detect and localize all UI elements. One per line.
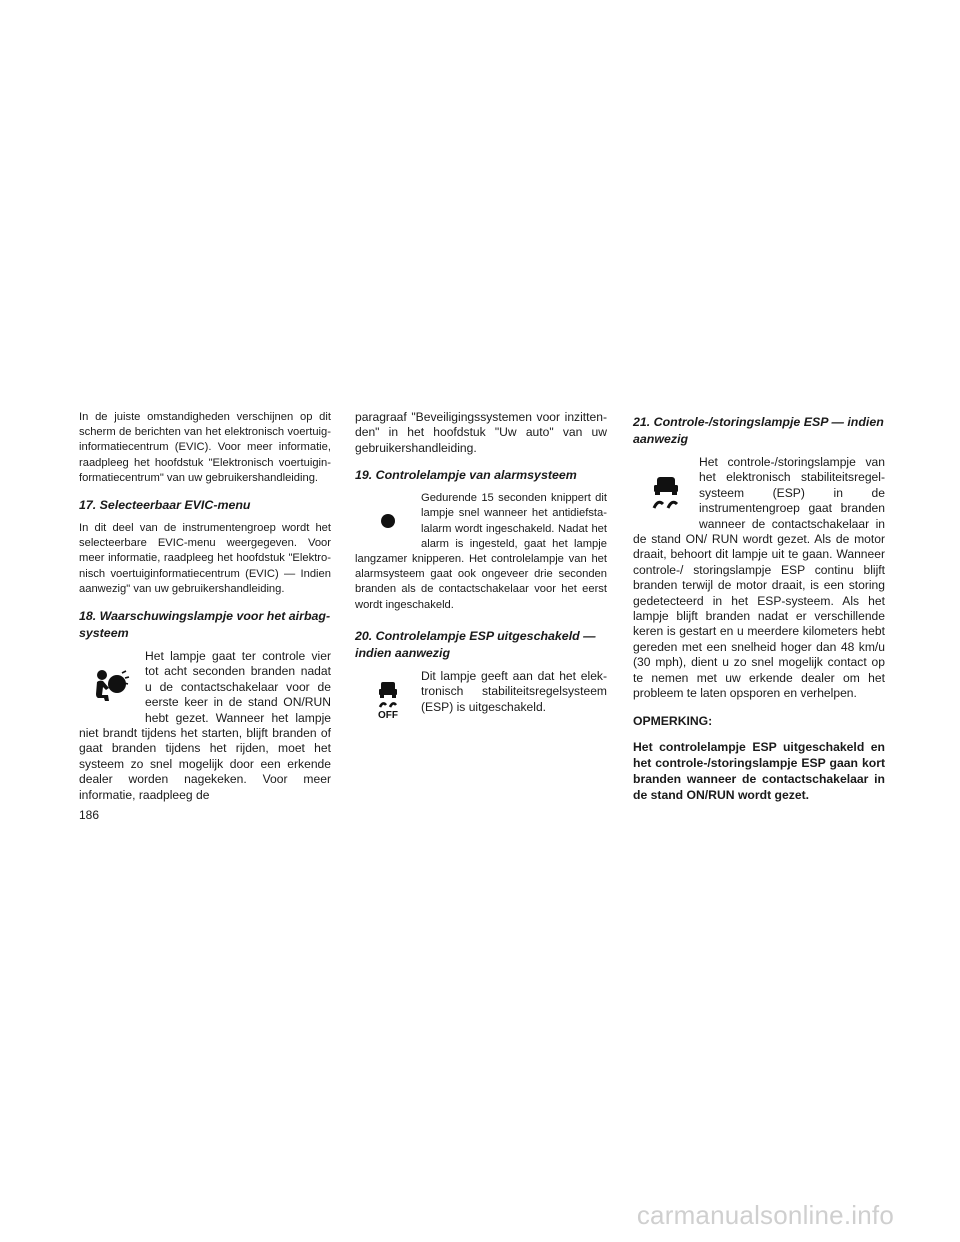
section-18-body: Het lampje gaat ter controle vier tot acht seconden branden nadat u de contactschakelaar voor de eerste keer in de stand ON/RUN hebt gezet. Wanneer het lampje niet brandt tijdens het starten, blijft branden of gaat branden tijdens het rijden, moet het systeem zo snel mogelijk door een erkende dealer worden nagekeken. Voor meer informatie, raadpleeg de xyxy=(79,649,331,802)
section-21-body: Het controle-/storingslampje van het elektronisch stabiliteitsregelsysteem (ESP) in de instrumentengroep gaat branden wanneer de contactschakelaar in de stand ON/ RUN wordt gezet. Als de motor draait, behoort dit lampje uit te gaan. Wanneer controle-/ storingslampje ESP continu blijft branden terwijl de motor draait, is een storing gedetecteerd in het ESP-systeem. Als het lampje blijft branden nadat er verschillende keren is gestart en u meerdere kilometers hebt gereden met een snelheid hoger dan 48 km/u (30 mph), dient u zo snel mogelijk contact op te nemen met uw erkende dealer om het probleem te laten opsporen en verhelpen. xyxy=(633,455,885,701)
note-body: Het controlelampje ESP uitgeschakeld en het controle-/storingslampje ESP gaan kort branden wanneer de contactschakelaar in de stand ON/RUN wordt gezet. xyxy=(633,739,885,803)
page-number: 186 xyxy=(79,808,100,822)
intro-paragraph: In de juiste omstandigheden verschijnen op dit scherm de berichten van het elektronisch voertuiginformatiecentrum (EVIC). Voor meer informatie, raadpleeg het hoofdstuk "Elektronisch voertuiginformatiecentrum" van uw gebruikershandleiding. xyxy=(79,411,331,484)
airbag-icon xyxy=(79,649,145,723)
watermark: carmanualsonline.info xyxy=(636,1200,894,1230)
section-20-body: Dit lampje geeft aan dat het elektronisch stabiliteitsregelsysteem (ESP) is uitgeschakeld. xyxy=(421,668,607,714)
note-label: OPMERKING: xyxy=(633,713,713,728)
esp-skid-icon xyxy=(633,455,699,531)
column-2 xyxy=(355,410,607,731)
section-20-body-block xyxy=(355,669,607,731)
section-18-body-block xyxy=(79,649,331,814)
section-20-title: 20. Controlelampje ESP uitgeschakeld — indien aanwezig xyxy=(355,628,596,660)
section-19-body: Gedurende 15 seconden knippert dit lampje snel wanneer het antidiefstalalarm wordt ingeschakeld. Nadat het alarm is ingesteld, gaat het lampje langzamer knipperen. Het controlelampje van het alarmsysteem gaat ook ongeveer drie seconden branden als de contactschakelaar voor het eerst wordt ingeschakeld. xyxy=(355,492,607,611)
section-21-body-block xyxy=(633,455,885,713)
alarm-dot-icon xyxy=(355,491,421,551)
section-19-title: 19. Controlelampje van alarmsysteem xyxy=(355,468,577,483)
section-17-body: In dit deel van de instrumentengroep wordt het selecteerbare EVIC-menu weergegeven. Voor meer informatie, raadpleeg het hoofdstuk "Elektronisch voertuiginformatiecentrum (EVIC) — Indien aanwezig" van uw gebruikershandleiding. xyxy=(79,522,331,595)
section-18-title: 18. Waarschuwingslampje voor het airbagsysteem xyxy=(79,609,331,641)
section-19-body-block xyxy=(355,491,607,624)
section-18-continued: paragraaf "Beveiligingssystemen voor inzittenden" in het hoofdstuk "Uw auto" van uw gebruikershandleiding. xyxy=(355,410,607,455)
column-1 xyxy=(79,410,331,814)
esp-off-label: OFF xyxy=(378,709,398,720)
esp-off-icon xyxy=(355,669,421,731)
section-17-title: 17. Selecteerbaar EVIC-menu xyxy=(79,498,251,513)
section-21-title: 21. Controle-/storingslampje ESP — indien aanwezig xyxy=(633,415,884,446)
column-3 xyxy=(633,410,885,814)
